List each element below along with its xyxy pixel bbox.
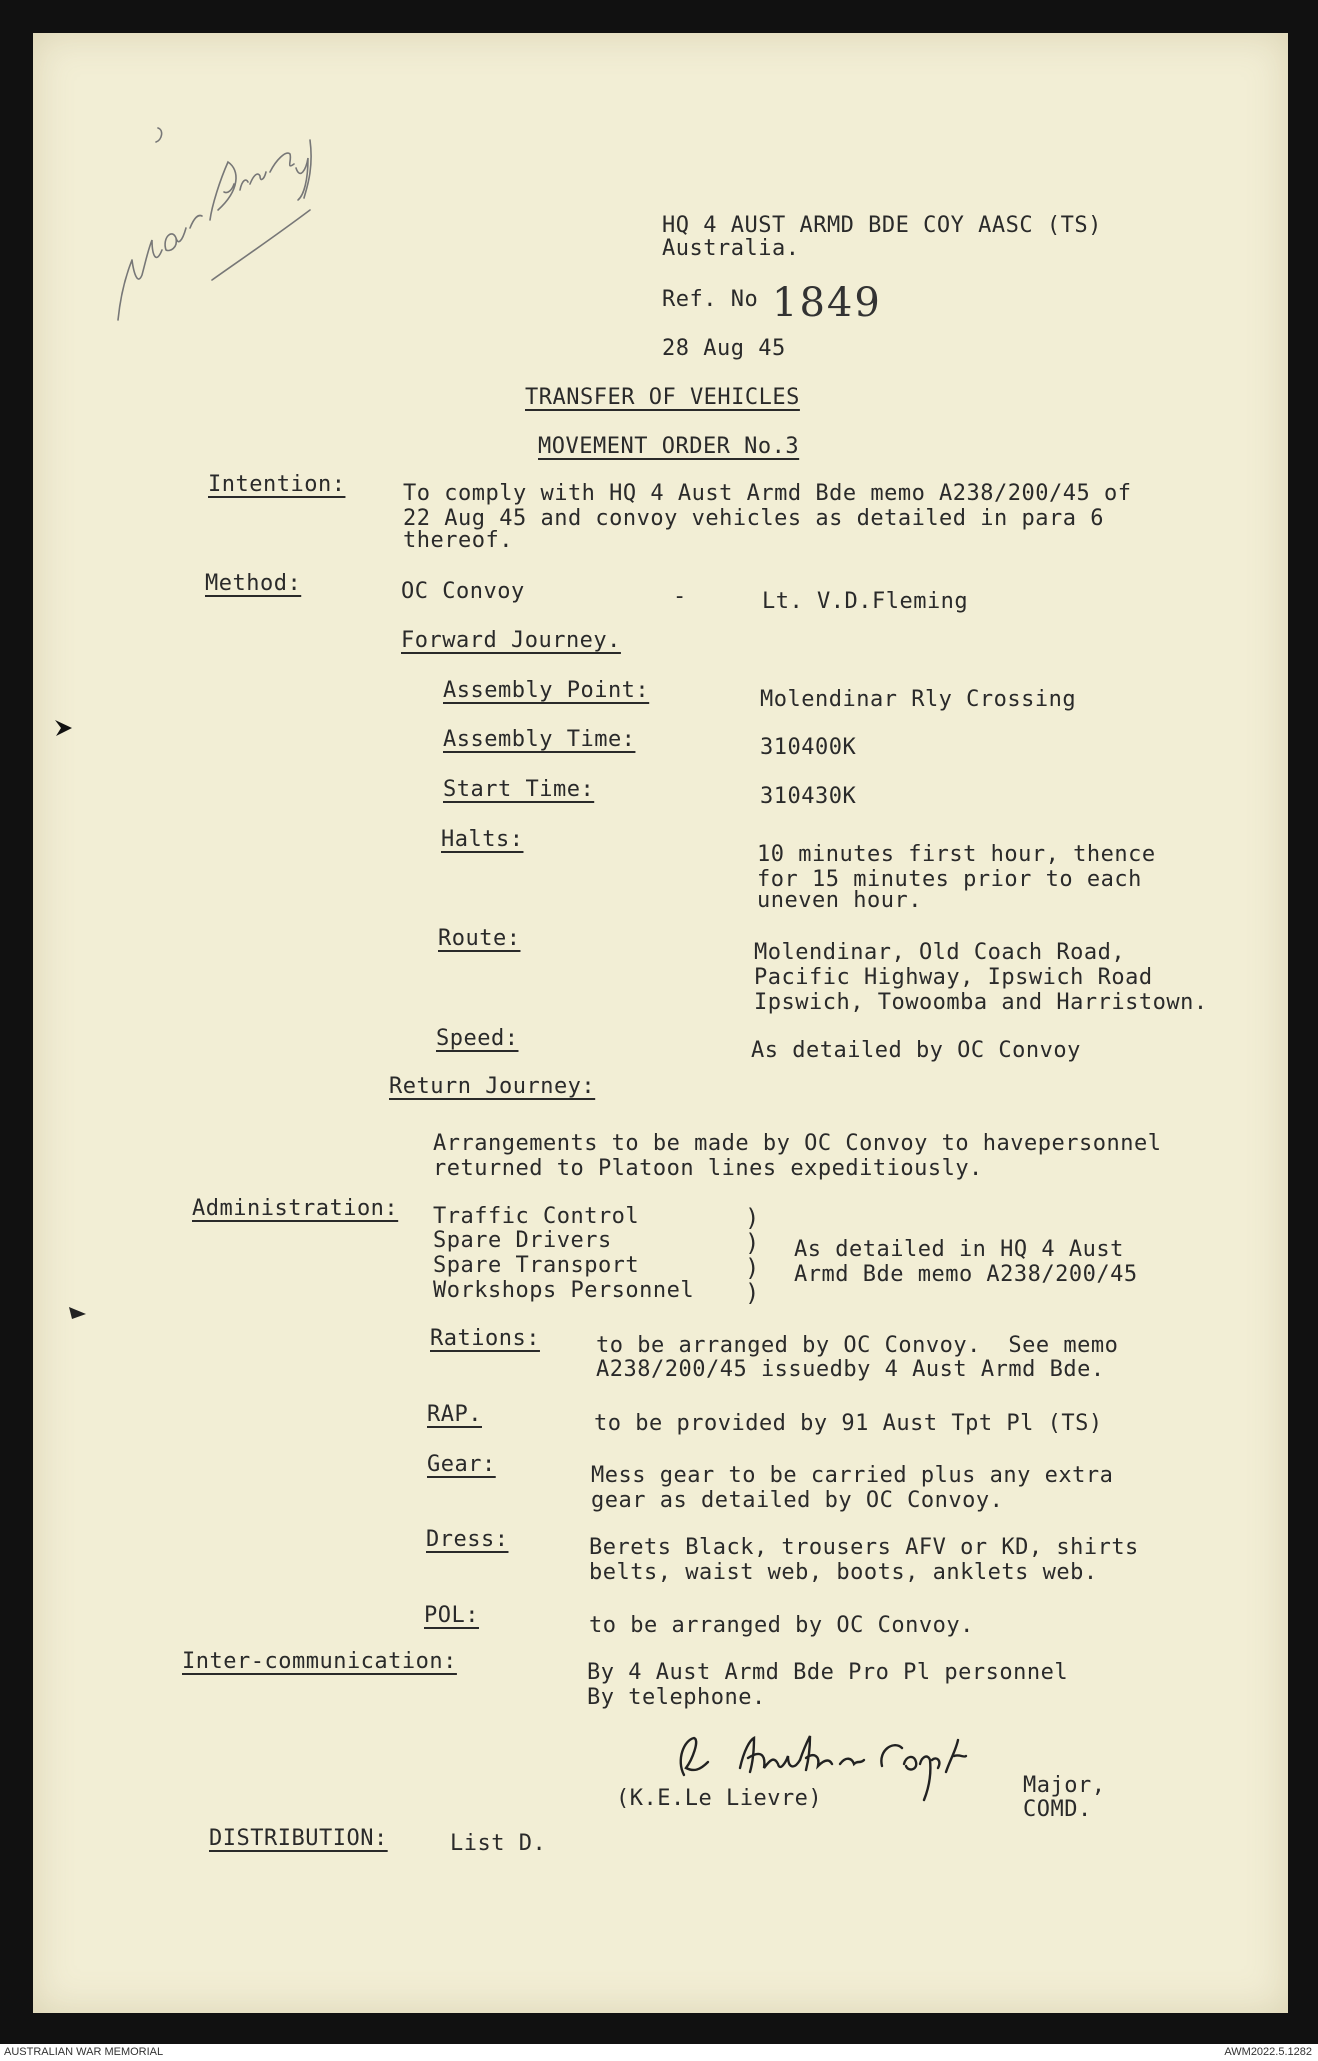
dress-line: Berets Black, trousers AFV or KD, shirts — [589, 1535, 1139, 1560]
signatory-name: (K.E.Le Lievre) — [616, 1786, 823, 1811]
forward-journey-heading: Forward Journey. — [401, 628, 621, 653]
route-line: Pacific Highway, Ipswich Road — [754, 965, 1153, 990]
rations-line: to be arranged by OC Convoy. See memo — [596, 1333, 1119, 1358]
pol-value: to be arranged by OC Convoy. — [589, 1613, 974, 1638]
halts-label: Halts: — [441, 827, 524, 852]
brace-mark: ) — [745, 1254, 760, 1282]
speed-value: As detailed by OC Convoy — [751, 1038, 1081, 1063]
administration-label: Administration: — [192, 1196, 399, 1221]
unit-heading: HQ 4 AUST ARMD BDE COY AASC (TS) — [662, 213, 1102, 238]
assembly-time-label: Assembly Time: — [443, 727, 636, 752]
admin-item: Spare Transport — [433, 1253, 640, 1278]
margin-mark — [52, 716, 76, 740]
assembly-point-value: Molendinar Rly Crossing — [760, 687, 1077, 712]
pol-label: POL: — [424, 1603, 479, 1628]
reference-number: 1849 — [772, 280, 882, 326]
dress-label: Dress: — [426, 1527, 509, 1552]
start-time-label: Start Time: — [443, 777, 595, 802]
movement-order-subtitle: MOVEMENT ORDER No.3 — [538, 434, 800, 459]
admin-item: Workshops Personnel — [433, 1278, 695, 1303]
return-journey-line: Arrangements to be made by OC Convoy to havepersonnel — [433, 1131, 1162, 1156]
intention-line: To comply with HQ 4 Aust Armd Bde memo A238/200/45 of — [403, 481, 1132, 506]
halts-line: uneven hour. — [757, 888, 922, 913]
admin-detail-line: As detailed in HQ 4 Aust — [794, 1237, 1124, 1262]
halts-line: 10 minutes first hour, thence — [757, 842, 1156, 867]
rations-line: A238/200/45 issuedby 4 Aust Armd Bde. — [596, 1357, 1105, 1382]
signatory-rank: Major, — [1023, 1773, 1106, 1798]
oc-convoy-label: OC Convoy — [401, 579, 525, 604]
brace-mark: ) — [745, 1229, 760, 1257]
footer-institution: AUSTRALIAN WAR MEMORIAL — [4, 2046, 164, 2058]
assembly-time-value: 310400K — [760, 735, 857, 760]
intercom-line: By telephone. — [587, 1685, 766, 1710]
archive-footer — [0, 2044, 1318, 2061]
rap-value: to be provided by 91 Aust Tpt Pl (TS) — [594, 1411, 1103, 1436]
gear-line: gear as detailed by OC Convoy. — [591, 1488, 1004, 1513]
location-line: Australia. — [662, 236, 800, 261]
halts-line: for 15 minutes prior to each — [757, 867, 1142, 892]
rap-label: RAP. — [427, 1402, 482, 1427]
distribution-label: DISTRIBUTION: — [209, 1826, 388, 1851]
document-title: TRANSFER OF VEHICLES — [525, 385, 800, 410]
return-journey-line: returned to Platoon lines expeditiously. — [433, 1156, 983, 1181]
distribution-value: List D. — [450, 1831, 547, 1856]
return-journey-heading: Return Journey: — [389, 1074, 596, 1099]
intercom-line: By 4 Aust Armd Bde Pro Pl personnel — [587, 1660, 1069, 1685]
intention-line: thereof. — [403, 528, 513, 553]
oc-convoy-name: Lt. V.D.Fleming — [762, 589, 969, 614]
dress-line: belts, waist web, boots, anklets web. — [589, 1560, 1098, 1585]
admin-item: Traffic Control — [433, 1204, 640, 1229]
method-label: Method: — [205, 571, 302, 596]
intercommunication-label: Inter-communication: — [182, 1649, 457, 1674]
reference-label: Ref. No — [662, 287, 759, 312]
gear-line: Mess gear to be carried plus any extra — [591, 1463, 1114, 1488]
document-date: 28 Aug 45 — [662, 336, 786, 361]
signatory-role: COMD. — [1023, 1797, 1092, 1822]
admin-detail-line: Armd Bde memo A238/200/45 — [794, 1262, 1138, 1287]
margin-mark — [66, 1304, 90, 1322]
handwritten-war-diary-note — [100, 110, 340, 340]
gear-label: Gear: — [427, 1452, 496, 1477]
intention-label: Intention: — [208, 472, 346, 497]
assembly-point-label: Assembly Point: — [443, 678, 650, 703]
route-label: Route: — [438, 926, 521, 951]
start-time-value: 310430K — [760, 784, 857, 809]
speed-label: Speed: — [436, 1026, 519, 1051]
brace-mark: ) — [745, 1204, 760, 1232]
dash-separator: - — [673, 584, 687, 609]
brace-mark: ) — [745, 1279, 760, 1307]
footer-accession-number: AWM2022.5.1282 — [1224, 2046, 1312, 2058]
route-line: Molendinar, Old Coach Road, — [754, 940, 1126, 965]
intention-line: 22 Aug 45 and convoy vehicles as detailed in para 6 — [403, 506, 1105, 531]
route-line: Ipswich, Towoomba and Harristown. — [754, 990, 1208, 1015]
rations-label: Rations: — [430, 1326, 540, 1351]
admin-item: Spare Drivers — [433, 1228, 612, 1253]
